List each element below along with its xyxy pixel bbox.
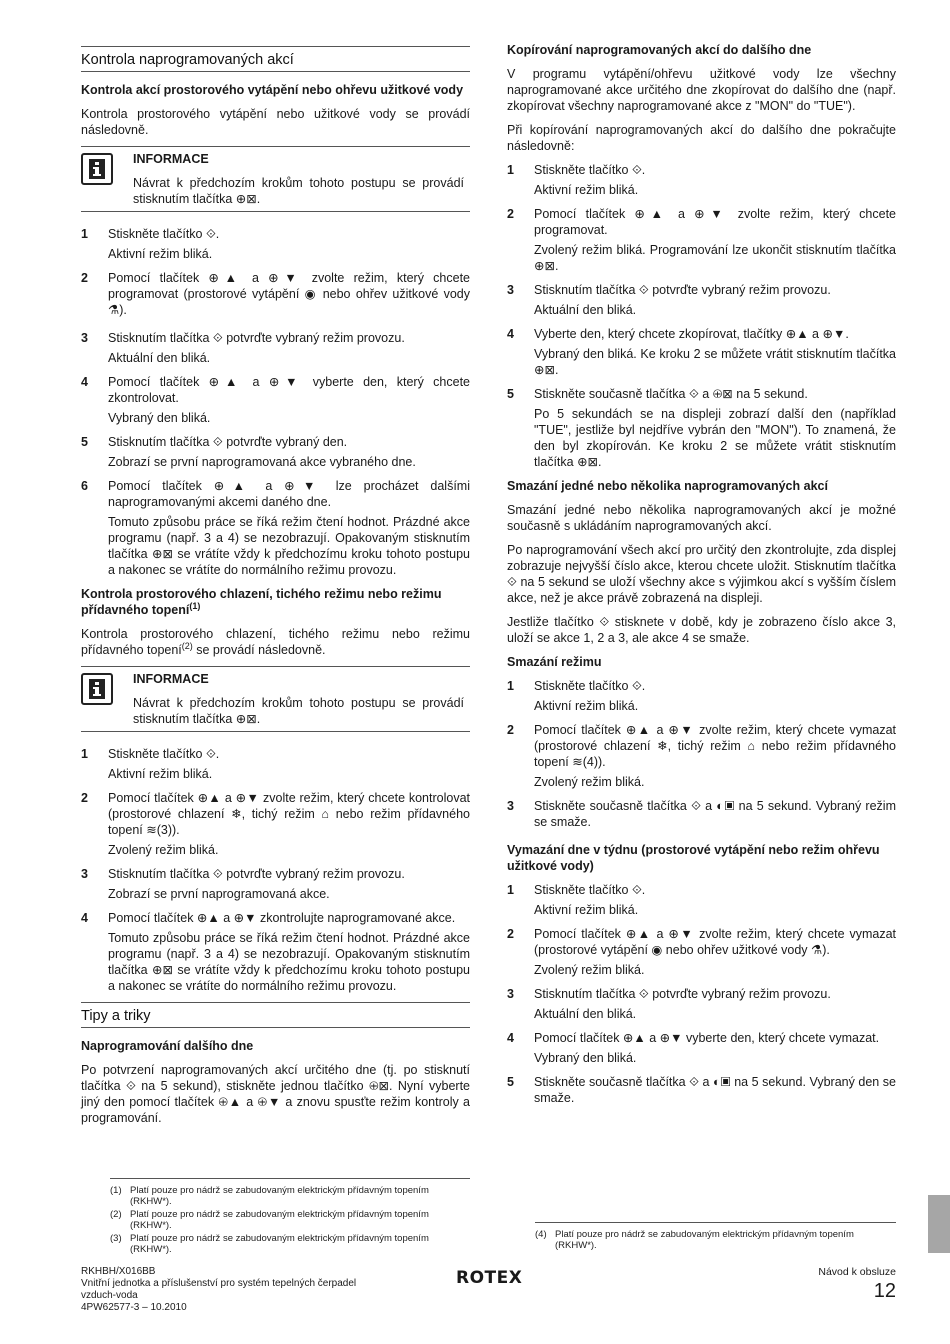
footnote: (1) Platí pouze pro nádrž se zabudovaným elektrickým přídavným topením (RKHW*). xyxy=(110,1185,429,1207)
manual-label: Návod k obsluze xyxy=(818,1266,896,1278)
section-title-tips: Tipy a triky xyxy=(81,1002,470,1028)
info-text: Návrat k předchozím krokům tohoto postupu se provádí stisknutím tlačítka ⊕⊠. xyxy=(133,176,464,206)
intro-delete-b: Po naprogramování všech akcí pro určitý den zkontrolujte, zda displej zobrazuje nejvyšší číslo akce, kterou chcete uložit. Stisknutím tlačítka ⟐ na 5 sekund se uloží všechny akce s výjimkou akcí s vyšším číslem akce, než je akce právě zobrazená na displeji. xyxy=(507,543,896,605)
info-title: INFORMACE xyxy=(133,672,209,686)
subtitle-copy: Kopírování naprogramovaných akcí do dalšího dne xyxy=(507,43,812,57)
footnote: (4) Platí pouze pro nádrž se zabudovaným elektrickým přídavným topením (RKHW*). xyxy=(535,1229,854,1251)
list-item: 4 Pomocí tlačítek ⊕▲ a ⊕▼ vyberte den, který chcete vymazat. Vybraný den bliká. xyxy=(507,1031,880,1065)
intro-next-day: Po potvrzení naprogramovaných akcí určitého dne (tj. po stisknutí tlačítka ⟐ na 5 sekund), stiskněte jednou tlačítko ⊕⊠. Nyní vyberte jiný den pomocí tlačítek ⊕▲ a ⊕▼ a znovu spusťte režim kontroly a programování. xyxy=(81,1063,470,1125)
intro-heating-check: Kontrola prostorového vytápění nebo užitkové vody se provádí následovně. xyxy=(81,107,470,137)
steps-list-copy xyxy=(507,162,896,470)
rotex-logo: ROTEX xyxy=(456,1268,523,1288)
list-item: 1 Stiskněte tlačítko ⟐. Aktivní režim bliká. xyxy=(507,679,646,713)
intro-delete-a: Smazání jedné nebo několika naprogramovaných akcí je možné současně s ukládáním naprogramovaných akcí. xyxy=(507,503,896,533)
steps-list-cooling xyxy=(81,746,470,994)
subtitle-delete-mode: Smazání režimu xyxy=(507,655,602,669)
list-item: 1 Stiskněte tlačítko ⟐. Aktivní režim bliká. xyxy=(81,227,220,261)
info-title: INFORMACE xyxy=(133,152,209,166)
list-item: 4 Pomocí tlačítek ⊕▲ a ⊕▼ vyberte den, který chcete zkontrolovat. Vybraný den bliká. xyxy=(81,375,470,425)
intro-copy: V programu vytápění/ohřevu užitkové vody lze všechny naprogramované akce určitého dne zkopírovat do dalšího dne (např. zkopírovat všechny naprogramované akce z "MON" do "TUE"). xyxy=(507,67,896,113)
intro-delete-c: Jestliže tlačítko ⟐ stisknete v době, kdy je zobrazeno číslo akce 3, uloží se akce 1, 2 a 3, ale akce 4 se smaže. xyxy=(507,615,896,645)
right-column xyxy=(507,40,896,1118)
steps-list-delete-day xyxy=(507,882,896,1110)
list-item: 2 Pomocí tlačítek ⊕▲ a ⊕▼ zvolte režim, který chcete programovat (prostorové vytápění ◉ nebo ohřev užitkové vody ⚗). xyxy=(81,271,470,317)
list-item: 3 Stisknutím tlačítka ⟐ potvrďte vybraný režim provozu. Aktuální den bliká. xyxy=(507,283,831,317)
info-icon xyxy=(81,153,113,185)
left-column xyxy=(81,40,470,1134)
subtitle-delete-day: Vymazání dne v týdnu (prostorové vytápění nebo režim ohřevu užitkové vody) xyxy=(507,843,880,873)
info-text: Návrat k předchozím krokům tohoto postupu se provádí stisknutím tlačítka ⊕⊠. xyxy=(133,696,464,726)
list-item: 3 Stisknutím tlačítka ⟐ potvrďte vybraný režim provozu. Zobrazí se první naprogramovaná akce. xyxy=(81,867,405,901)
list-item: 2 Pomocí tlačítek ⊕▲ a ⊕▼ zvolte režim, který chcete kontrolovat (prostorové chlazení ❄, tichý režim ⌂ nebo režim přídavného topení ≋(3)). Zvolený režim bliká. xyxy=(81,791,470,857)
footnote: (2) Platí pouze pro nádrž se zabudovaným elektrickým přídavným topením (RKHW*). xyxy=(110,1209,429,1231)
list-item: 4 Vyberte den, který chcete zkopírovat, tlačítky ⊕▲ a ⊕▼. Vybraný den bliká. Ke kroku 2 se můžete vrátit stisknutím tlačítka ⊕⊠. xyxy=(507,327,896,377)
section-title-kontrola: Kontrola naprogramovaných akcí xyxy=(81,46,470,72)
list-item: 4 Pomocí tlačítek ⊕▲ a ⊕▼ zkontrolujte naprogramované akce. Tomuto způsobu práce se říká režim čtení hodnot. Prázdné akce programu (např. 3 a 4) se nezobrazují. Opakovaným stisknutím tlačítka ⊕⊠ se vrátíte vždy k předchozímu kroku tohoto postupu a nakonec se vrátíte do normálního režimu provozu. xyxy=(81,911,470,993)
list-item: 1 Stiskněte tlačítko ⟐. Aktivní režim bliká. xyxy=(81,747,220,781)
list-item: 3 Stisknutím tlačítka ⟐ potvrďte vybraný režim provozu. Aktuální den bliká. xyxy=(81,331,405,365)
info-box-1 xyxy=(81,146,470,212)
list-item: 3 Stiskněte současně tlačítka ⟐ a ◐▣ na 5 sekund. Vybraný režim se smaže. xyxy=(507,799,896,829)
list-item: 3 Stisknutím tlačítka ⟐ potvrďte vybraný režim provozu. Aktuální den bliká. xyxy=(507,987,831,1021)
subtitle-delete-actions: Smazání jedné nebo několika naprogramovaných akcí xyxy=(507,479,828,493)
info-icon xyxy=(81,673,113,705)
list-item: 5 Stiskněte současně tlačítka ⟐ a ◐▣ na 5 sekund. Vybraný den se smaže. xyxy=(507,1075,896,1105)
footer-page-info xyxy=(818,1266,896,1302)
steps-list-heating xyxy=(81,226,470,578)
list-item: 2 Pomocí tlačítek ⊕▲ a ⊕▼ zvolte režim, který chcete vymazat (prostorové vytápění ◉ nebo ohřev užitkové vody ⚗). Zvolený režim bliká. xyxy=(507,927,896,977)
subtitle-heating-check: Kontrola akcí prostorového vytápění nebo ohřevu užitkové vody xyxy=(81,83,464,97)
list-item: 5 Stiskněte současně tlačítka ⟐ a ⊕⊠ na 5 sekund. Po 5 sekundách se na displeji zobrazí další den (například "TUE", jestliže byl nejdříve vybrán den "MON"). To znamená, že den byl zkopírován. Ke kroku 2 se můžete vrátit stisknutím tlačítka ⊕⊠. xyxy=(507,387,896,469)
intro-cooling-check: Kontrola prostorového chlazení, tichého režimu nebo režimu přídavného topení$^{(2)}$ se provádí následovně. xyxy=(81,627,470,657)
doc-ref: 4PW62577-3 – 10.2010 xyxy=(81,1302,187,1313)
list-item: 2 Pomocí tlačítek ⊕▲ a ⊕▼ zvolte režim, který chcete vymazat (prostorové chlazení ❄, tichý režim ⌂ nebo režim přídavného topení ≋(4)). Zvolený režim bliká. xyxy=(507,723,896,789)
footer-doc-info xyxy=(81,1266,356,1314)
info-box-2 xyxy=(81,666,470,732)
page-number: 12 xyxy=(873,1280,896,1302)
steps-list-delete-mode xyxy=(507,678,896,834)
footnotes-right xyxy=(535,1222,896,1253)
list-item: 5 Stisknutím tlačítka ⟐ potvrďte vybraný den. Zobrazí se první naprogramovaná akce vybraného dne. xyxy=(81,435,416,469)
doc-title-2: vzduch-voda xyxy=(81,1290,138,1301)
subtitle-cooling-check: Kontrola prostorového chlazení, tichého režimu nebo režimu přídavného topení$^{(1)}$ xyxy=(81,587,442,617)
list-item: 2 Pomocí tlačítek ⊕▲ a ⊕▼ zvolte režim, který chcete programovat. Zvolený režim bliká. Programování lze ukončit stisknutím tlačítka ⊕⊠. xyxy=(507,207,896,273)
doc-code: RKHBH/X016BB xyxy=(81,1266,156,1277)
footnote: (3) Platí pouze pro nádrž se zabudovaným elektrickým přídavným topením (RKHW*). xyxy=(110,1233,429,1255)
subtitle-next-day: Naprogramování dalšího dne xyxy=(81,1039,254,1053)
footnotes-left xyxy=(110,1178,470,1257)
intro-copy-2: Při kopírování naprogramovaných akcí do dalšího dne pokračujte následovně: xyxy=(507,123,896,153)
list-item: 1 Stiskněte tlačítko ⟐. Aktivní režim bliká. xyxy=(507,163,646,197)
list-item: 6 Pomocí tlačítek ⊕▲ a ⊕▼ lze procházet dalšími naprogramovanými akcemi daného dne. Tomuto způsobu práce se říká režim čtení hodnot. Prázdné akce programu (např. 3 a 4) se nezobrazují. Opakovaným stisknutím tlačítka ⊕⊠ se vrátíte vždy k předchozímu kroku tohoto postupu a nakonec se vrátíte do normálního režimu provozu. xyxy=(81,479,470,577)
list-item: 1 Stiskněte tlačítko ⟐. Aktivní režim bliká. xyxy=(507,883,646,917)
doc-title-1: Vnitřní jednotka a příslušenství pro systém tepelných čerpadel xyxy=(81,1278,357,1289)
side-tab-marker xyxy=(928,1195,950,1253)
